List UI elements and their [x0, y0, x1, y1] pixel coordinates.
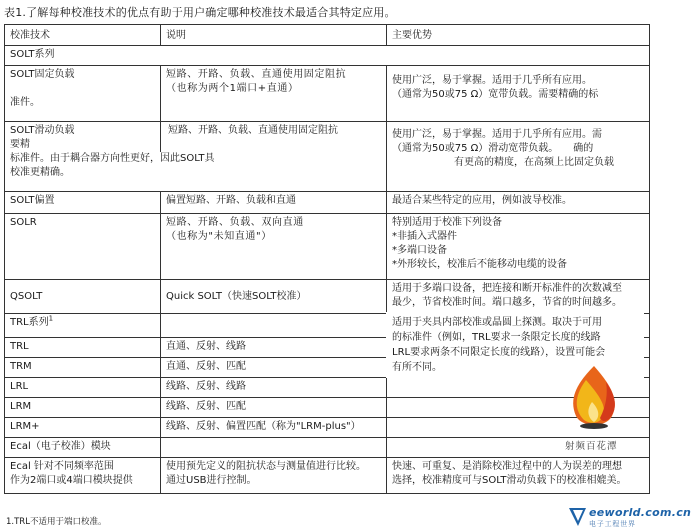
tech-line: SOLT滑动负载 [10, 125, 75, 136]
cell-tech [5, 314, 161, 338]
desc-line: 通过USB进行控制。 [166, 475, 257, 486]
group-ecal: Ecal（电子校准）模块 [5, 438, 161, 458]
cell-tech-desc [5, 122, 387, 192]
adv-line: 选择，校准精度可与SOLT滑动负载下的校准相媲美。 [392, 475, 627, 486]
cell-desc: 线路、反射、匹配 [161, 398, 387, 418]
table-row [5, 438, 650, 458]
cell-tech [5, 66, 161, 122]
table-row [5, 280, 650, 314]
desc-line: 短路、开路、负载、直通使用固定阻抗 [166, 69, 347, 80]
adv-line: 适用于多端口设备，把连接和断开标准件的次数减至 [392, 283, 622, 294]
adv-line: *非插入式器件 [392, 231, 457, 242]
cell-empty [161, 314, 387, 338]
flame-logo-icon [556, 362, 632, 432]
desc-line: 短路、开路、负载、双向直通 [166, 217, 304, 228]
table-row [5, 122, 650, 192]
table-row [5, 66, 650, 122]
site-mark: eeworld.com.cn [589, 506, 691, 519]
desc-line: （也称为"未知直通"） [166, 231, 272, 242]
tech-line: 校准更精确。 [10, 167, 70, 178]
tech-label: TRL系列 [10, 317, 49, 328]
cell-adv [387, 66, 650, 122]
header-advantage: 主要优势 [387, 25, 650, 46]
adv-line: 使用广泛，易于掌握。适用于几乎所有应用。 [392, 75, 592, 86]
calibration-table [4, 24, 650, 494]
group-solt: SOLT系列 [5, 46, 650, 66]
adv-line: 的标准件（例如，TRL要求一条限定长度的线路 [392, 332, 601, 343]
table-row [5, 214, 650, 280]
tech-line: SOLT固定负载 [10, 69, 75, 80]
adv-line: 快速、可重复、是消除校准过程中的人为误差的理想 [392, 461, 622, 472]
cell-adv [387, 280, 650, 314]
cell-tech: TRL [5, 338, 161, 358]
cell-empty [161, 438, 387, 458]
adv-line: 使用广泛，易于掌握。适用于几乎所有应用。需 [392, 129, 602, 140]
cell-tech [5, 458, 161, 494]
cell-adv [387, 214, 650, 280]
adv-line: 有更高的精度，在高频上比固定负载 [454, 157, 614, 168]
adv-line: LRL要求两条不同限定长度的线路），设置可能会 [392, 347, 606, 358]
tech-line: 标准件。由于耦合器方向性更好，因此SOLT具 [10, 153, 215, 164]
footnote: 1.TRL不适用于端口校准。 [6, 517, 107, 527]
cell-adv [387, 458, 650, 494]
cell-tech: LRM+ [5, 418, 161, 438]
cell-desc [161, 280, 387, 314]
header-description: 说明 [161, 25, 387, 46]
table-header-row [5, 25, 650, 46]
desc-line: （也称为两个1端口+直通） [166, 83, 299, 94]
cell-desc: 直通、反射、线路 [161, 338, 387, 358]
cell-desc: 偏置短路、开路、负载和直通 [161, 192, 387, 214]
site-mark-sub: 电子工程世界 [589, 520, 636, 528]
cell-desc [161, 458, 387, 494]
cell-tech: LRL [5, 378, 161, 398]
table-row [5, 398, 650, 418]
desc-line: 使用预先定义的阻抗状态与测量值进行比较。 [166, 461, 366, 472]
adv-line: （通常为50或75 Ω）滑动宽带负载。 确的 [392, 143, 594, 154]
cell-tech [5, 280, 161, 314]
cell-tech: LRM [5, 398, 161, 418]
adv-line: 适用于夹具内部校准或晶圆上探测。取决于可用 [392, 317, 602, 328]
tech-label: QSOLT [10, 291, 43, 302]
adv-line: （通常为50或75 Ω）宽带负载。需要精确的标 [392, 89, 599, 100]
footnote-marker: 1 [48, 314, 54, 323]
cell-desc [161, 66, 387, 122]
adv-line: 有所不同。 [392, 362, 442, 373]
cell-adv [387, 122, 650, 192]
tech-line: 作为2端口或4端口模块提供 [10, 475, 133, 486]
tech-line: 要精 [10, 139, 30, 150]
table-row [5, 46, 650, 66]
logo-label: 射频百花潭 [565, 441, 618, 452]
adv-line: 最少，节省校准时间。端口越多，节省的时间越多。 [392, 297, 622, 308]
table-caption: 表1.了解每种校准技术的优点有助于用户确定哪种校准技术最适合其特定应用。 [4, 6, 396, 19]
tech-line: 准件。 [10, 97, 40, 108]
cell-adv: 最适合某些特定的应用，例如波导校准。 [387, 192, 650, 214]
table-row [5, 378, 650, 398]
adv-line: 特别适用于校准下列设备 [392, 217, 502, 228]
table-row [5, 418, 650, 438]
header-technique: 校准技术 [5, 25, 161, 46]
cell-tech: TRM [5, 358, 161, 378]
table-row [5, 458, 650, 494]
cell-tech: SOLR [5, 214, 161, 280]
desc-line: 短路、开路、负载、直通使用固定阻抗 [168, 125, 338, 136]
cell-desc: 直通、反射、匹配 [161, 358, 387, 378]
cell-desc: 线路、反射、线路 [161, 378, 387, 398]
adv-line: *多端口设备 [392, 245, 447, 256]
cell-desc [161, 214, 387, 280]
desc-label: Quick SOLT（快速SOLT校准） [166, 291, 307, 302]
cell-tech: SOLT偏置 [5, 192, 161, 214]
adv-line: *外形较长，校准后不能移动电缆的设备 [392, 259, 567, 270]
table-row [5, 192, 650, 214]
tech-line: Ecal 针对不同频率范围 [10, 461, 114, 472]
cell-desc: 线路、反射、偏置匹配（称为"LRM-plus"） [161, 418, 387, 438]
